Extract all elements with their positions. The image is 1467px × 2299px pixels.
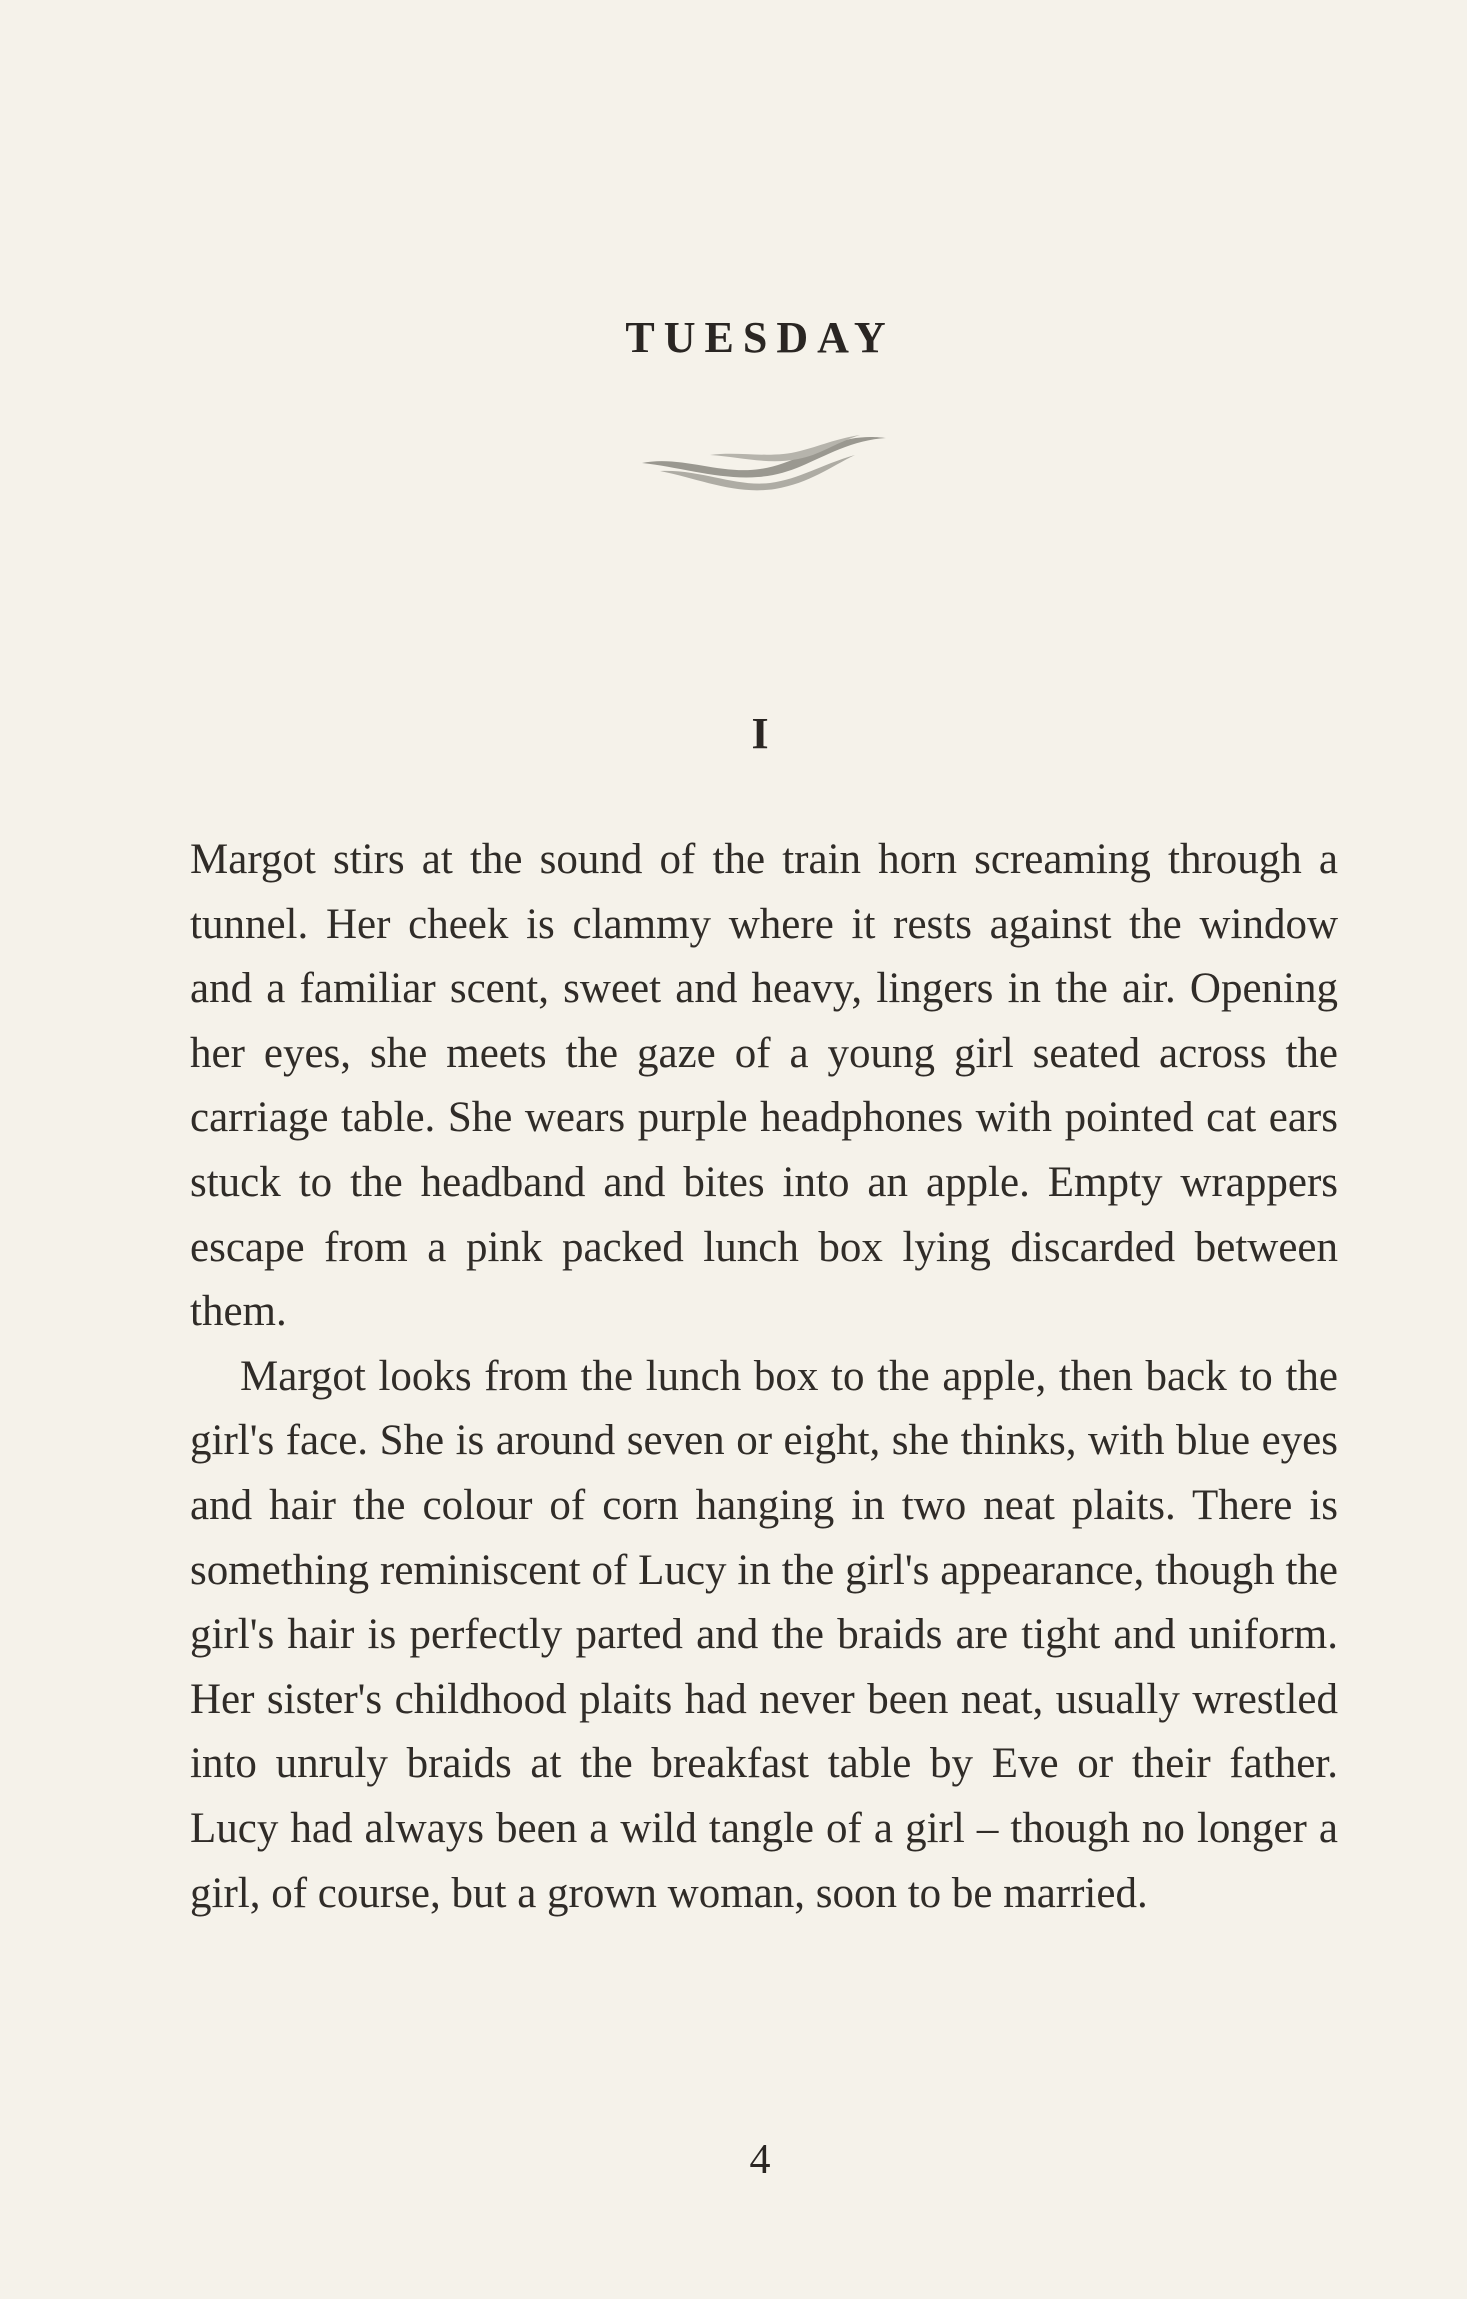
swash-ornament-icon — [640, 425, 890, 495]
chapter-title: TUESDAY — [625, 313, 895, 362]
paragraph-2: Margot looks from the lunch box to the apple, then back to the girl's face. She is around seven or eight, she thinks, with blue eyes and hair the colour of corn hanging in two neat plaits. There is something reminiscent of Lucy in the girl's appearance, though the girl's hair is perfectly parted and the braids are tight and uniform. Her sister's childhood plaits had never been neat, usually wrestled into unruly braids at the breakfast table by Eve or their father. Lucy had always been a wild tangle of a girl – though no longer a girl, of course, but a grown woman, soon to be married. — [190, 1352, 1338, 1917]
paragraph-1: Margot stirs at the sound of the train horn screaming through a tunnel. Her cheek is clammy where it rests against the window and a familiar scent, sweet and heavy, lingers in the air. Opening her eyes, she meets the gaze of a young girl seated across the carriage table. She wears purple headphones with pointed cat ears stuck to the headband and bites into an apple. Empty wrappers escape from a pink packed lunch box lying discarded between them. — [190, 836, 1338, 1336]
section-number: I — [751, 709, 769, 758]
page-number: 4 — [749, 2137, 771, 2183]
body-text — [190, 828, 1338, 1926]
